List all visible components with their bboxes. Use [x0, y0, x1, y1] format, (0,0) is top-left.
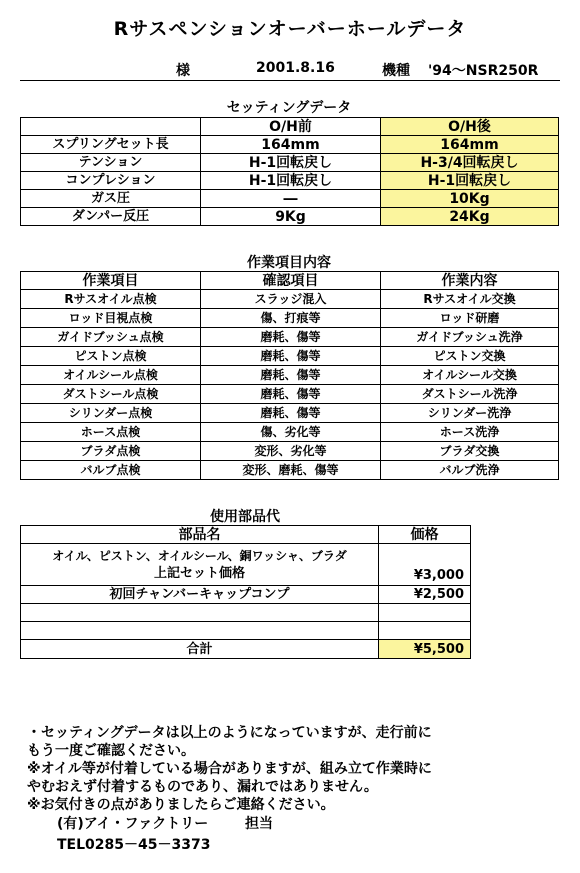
note-line: ※お気付きの点がありましたらご連絡ください。 [27, 797, 335, 813]
table-cell: ダストシール点検 [21, 385, 201, 404]
table-cell: Rサスオイル点検 [21, 290, 201, 309]
table-row [21, 586, 471, 604]
table-cell: ホース点検 [21, 423, 201, 442]
table-row [21, 526, 471, 544]
table-row [21, 347, 559, 366]
table-cell: 磨耗、傷等 [201, 404, 381, 423]
table-row [21, 328, 559, 347]
table-cell: シリンダー点検 [21, 404, 201, 423]
table-cell: H-1回転戻し [381, 172, 559, 190]
row-label: テンション [21, 154, 201, 172]
table-cell [379, 604, 471, 622]
row-label: スプリングセット長 [21, 136, 201, 154]
settings-table [20, 117, 559, 226]
header-info-row [20, 56, 560, 81]
table-cell [379, 622, 471, 640]
table-cell: 24Kg [381, 208, 559, 226]
note-line: やむおえず付着するものであり、漏れではありません。 [27, 779, 378, 795]
table-row [21, 640, 471, 659]
part-set-contents: オイル、ピストン、オイルシール、銅ワッシャ、ブラダ [52, 548, 347, 563]
table-row [21, 118, 559, 136]
header-cell: 作業内容 [381, 272, 559, 290]
table-cell: ピストン点検 [21, 347, 201, 366]
settings-heading: セッティングデータ [226, 100, 352, 116]
table-cell: H-3/4回転戻し [381, 154, 559, 172]
note-line: ・セッティングデータは以上のようになっていますが、走行前に [27, 725, 432, 741]
table-cell [21, 622, 379, 640]
table-cell: ダストシール洗浄 [381, 385, 559, 404]
table-cell: ― [201, 190, 381, 208]
part-name: 初回チャンバーキャップコンプ [21, 586, 379, 604]
table-cell: 10Kg [381, 190, 559, 208]
table-row [21, 442, 559, 461]
company-row [27, 814, 567, 834]
table-cell: ブラダ点検 [21, 442, 201, 461]
parts-table [20, 525, 471, 659]
table-row [21, 385, 559, 404]
table-row [21, 272, 559, 290]
company-name: (有)アイ・ファクトリー [57, 816, 209, 832]
table-cell: ガイドブッシュ洗浄 [381, 328, 559, 347]
table-row [21, 423, 559, 442]
table-cell: H-1回転戻し [201, 172, 381, 190]
table-cell: 傷、劣化等 [201, 423, 381, 442]
table-cell: Rサスオイル交換 [381, 290, 559, 309]
table-cell: ガイドブッシュ点検 [21, 328, 201, 347]
part-name-cell [21, 544, 379, 586]
table-row [21, 154, 559, 172]
table-cell: 磨耗、傷等 [201, 366, 381, 385]
table-row [21, 190, 559, 208]
table-row [21, 172, 559, 190]
part-price: ¥3,000 [379, 544, 471, 586]
table-cell: ブラダ交換 [381, 442, 559, 461]
table-cell: ホース洗浄 [381, 423, 559, 442]
row-label: コンプレション [21, 172, 201, 190]
parts-heading: 使用部品代 [210, 509, 280, 525]
table-cell: 傷、打痕等 [201, 309, 381, 328]
header-cell: 確認項目 [201, 272, 381, 290]
table-cell: 磨耗、傷等 [201, 347, 381, 366]
header-cell: 部品名 [21, 526, 379, 544]
note-line: ※オイル等が付着している場合がありますが、組み立て作業時に [27, 761, 432, 777]
table-row [21, 622, 471, 640]
model-label: 機種 [382, 63, 410, 79]
customer-suffix: 様 [176, 63, 190, 79]
table-cell: 9Kg [201, 208, 381, 226]
table-cell: オイルシール点検 [21, 366, 201, 385]
document-title: Rサスペンションオーバーホールデータ [113, 18, 467, 40]
notes-block [27, 724, 567, 854]
table-cell [21, 604, 379, 622]
row-label: ダンパー反圧 [21, 208, 201, 226]
tel-number: TEL0285－45－3373 [57, 837, 211, 853]
table-row [21, 604, 471, 622]
table-cell: スラッジ混入 [201, 290, 381, 309]
table-cell: 磨耗、傷等 [201, 328, 381, 347]
table-row [21, 461, 559, 480]
table-row [21, 366, 559, 385]
date-text: 2001.8.16 [256, 60, 335, 76]
table-row [21, 290, 559, 309]
note-line: もう一度ご確認ください。 [27, 743, 195, 759]
header-cell: O/H前 [201, 118, 381, 136]
table-row [21, 544, 471, 586]
part-set-label: 上記セット価格 [153, 565, 245, 581]
model-value: '94～NSR250R [428, 63, 539, 79]
table-cell: 磨耗、傷等 [201, 385, 381, 404]
total-label: 合計 [21, 640, 379, 659]
header-cell: 作業項目 [21, 272, 201, 290]
table-cell: バルブ洗浄 [381, 461, 559, 480]
table-cell: オイルシール交換 [381, 366, 559, 385]
table-cell: ロッド目視点検 [21, 309, 201, 328]
table-row [21, 208, 559, 226]
table-cell: ピストン交換 [381, 347, 559, 366]
header-cell: O/H後 [381, 118, 559, 136]
table-row [21, 404, 559, 423]
part-price: ¥2,500 [379, 586, 471, 604]
table-cell: ロッド研磨 [381, 309, 559, 328]
table-cell: 164mm [201, 136, 381, 154]
table-cell: 変形、劣化等 [201, 442, 381, 461]
table-row [21, 309, 559, 328]
table-cell: 変形、磨耗、傷等 [201, 461, 381, 480]
total-price: ¥5,500 [379, 640, 471, 659]
row-label: ガス圧 [21, 190, 201, 208]
work-table [20, 271, 559, 480]
table-cell [21, 118, 201, 136]
table-cell: H-1回転戻し [201, 154, 381, 172]
staff-label: 担当 [245, 816, 273, 832]
work-heading: 作業項目内容 [247, 255, 331, 271]
table-cell: 164mm [381, 136, 559, 154]
table-cell: シリンダー洗浄 [381, 404, 559, 423]
table-row [21, 136, 559, 154]
table-cell: バルブ点検 [21, 461, 201, 480]
header-cell: 価格 [379, 526, 471, 544]
